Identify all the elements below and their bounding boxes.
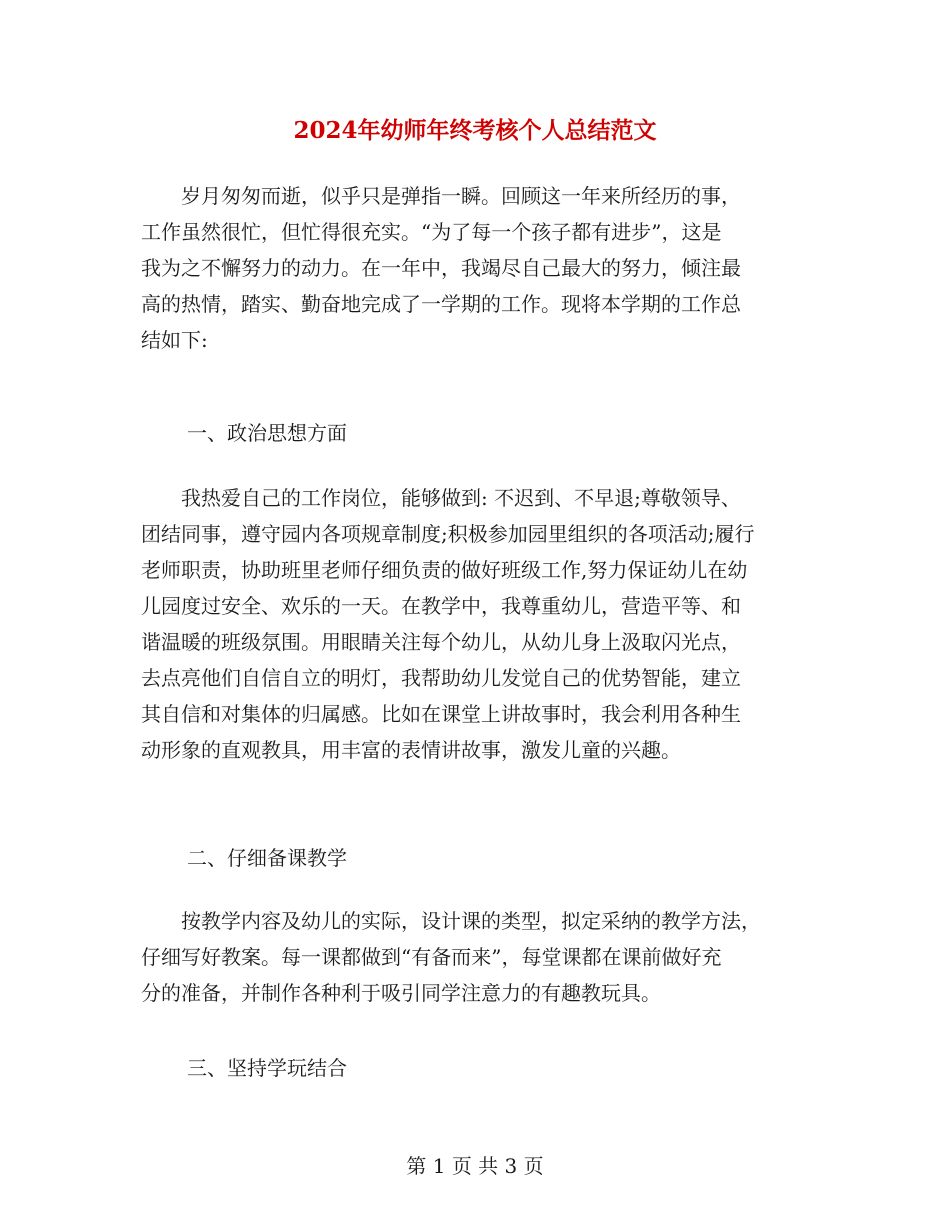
- paragraph-line: 动形象的直观教具，用丰富的表情讲故事，激发儿童的兴趣。: [141, 738, 681, 762]
- paragraph-line: 工作虽然很忙，但忙得很充实。“为了每一个孩子都有进步”，这是: [141, 220, 722, 244]
- paragraph-line: 岁月匆匆而逝，似乎只是弹指一瞬。回顾这一年来所经历的事，: [141, 184, 741, 208]
- paragraph-line: 按教学内容及幼儿的实际，设计课的类型，拟定采纳的教学方法，: [141, 909, 761, 933]
- section-heading-3: 三、坚持学玩结合: [187, 1056, 347, 1080]
- paragraph-line: 我热爱自己的工作岗位，能够做到: 不迟到、不早退;尊敬领导、: [141, 486, 741, 510]
- paragraph-line: 老师职责，协助班里老师仔细负责的做好班级工作,努力保证幼儿在幼: [141, 558, 748, 582]
- paragraph-line: 仔细写好教案。每一课都做到“有备而来”，每堂课都在课前做好充: [141, 945, 722, 969]
- section-2-paragraph: [141, 903, 801, 1011]
- section-heading-1: 一、政治思想方面: [187, 421, 347, 445]
- paragraph-line: 我为之不懈努力的动力。在一年中，我竭尽自己最大的努力，倾注最: [141, 256, 741, 280]
- intro-paragraph: [141, 178, 801, 358]
- page-footer: 第 1 页 共 3 页: [406, 1154, 544, 1178]
- paragraph-line: 团结同事，遵守园内各项规章制度;积极参加园里组织的各项活动;履行: [141, 522, 755, 546]
- paragraph-line: 谐温暖的班级氛围。用眼睛关注每个幼儿，从幼儿身上汲取闪光点，: [141, 630, 741, 654]
- paragraph-line: 分的准备，并制作各种利于吸引同学注意力的有趣教玩具。: [141, 981, 661, 1005]
- paragraph-line: 高的热情，踏实、勤奋地完成了一学期的工作。现将本学期的工作总: [141, 292, 741, 316]
- section-heading-2: 二、仔细备课教学: [187, 846, 347, 870]
- paragraph-line: 结如下:: [141, 328, 208, 352]
- paragraph-line: 儿园度过安全、欢乐的一天。在教学中，我尊重幼儿，营造平等、和: [141, 594, 741, 618]
- paragraph-line: 其自信和对集体的归属感。比如在课堂上讲故事时，我会利用各种生: [141, 702, 741, 726]
- paragraph-line: 去点亮他们自信自立的明灯，我帮助幼儿发觉自己的优势智能，建立: [141, 666, 741, 690]
- document-title: 2024年幼师年终考核个人总结范文: [293, 117, 657, 144]
- section-1-paragraph: [141, 480, 801, 768]
